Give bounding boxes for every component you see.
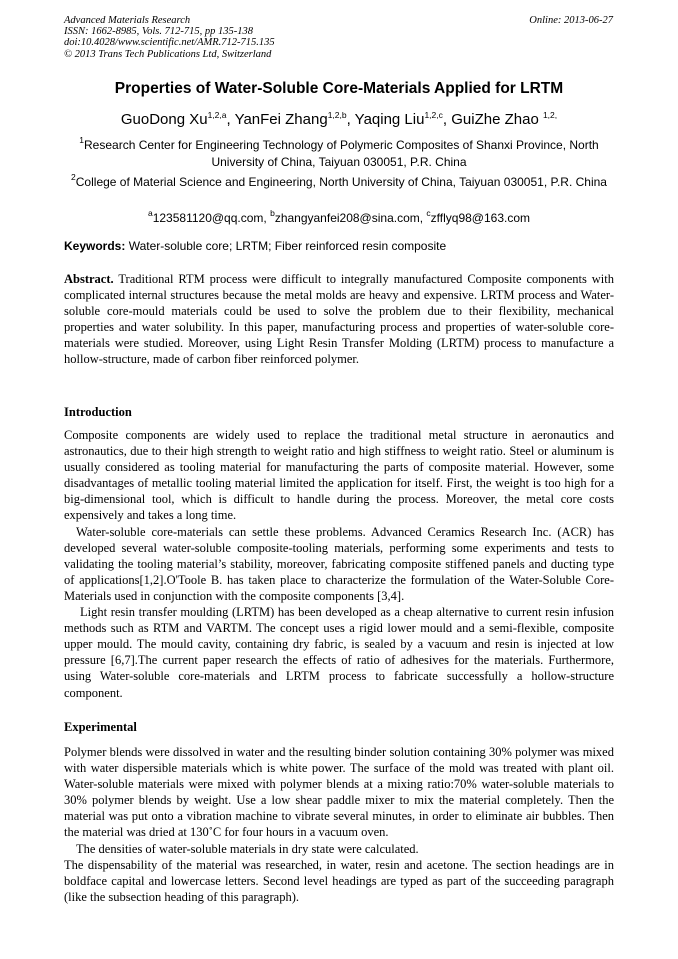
- keywords-text: Water-soluble core; LRTM; Fiber reinforced resin composite: [125, 239, 447, 253]
- publication-header: [64, 15, 275, 60]
- paragraph: Polymer blends were dissolved in water and the resulting binder solution containing 30% polymer was mixed with water dispersible materials which is white power. The surface of the mold was treated with plant oil. Water-soluble materials were mixed with polymer blends at a mixing ratio:70% water-soluble materials to 30% polymer blends by weight. Use a low shear paddle mixer to mix the material completely. Then the material was put onto a vibration machine to vibrate several minutes, in order to eliminate air bubbles. Then the material was dried at 130˚C for four hours in a vacuum oven.: [64, 745, 614, 840]
- author: YanFei Zhang$^{1,2,b}$,: [234, 110, 355, 128]
- author: GuiZhe Zhao $^{1,2,}$: [451, 110, 558, 128]
- online-date: Online: 2013-06-27: [529, 15, 613, 26]
- introduction-body: [64, 427, 614, 701]
- copyright-line: © 2013 Trans Tech Publications Ltd, Switzerland: [64, 48, 272, 60]
- abstract: [64, 271, 614, 368]
- abstract-label: Abstract.: [64, 272, 114, 286]
- abstract-text: Traditional RTM process were difficult to integrally manufactured Composite components with complicated internal structures because the metal molds are heavy and expensive. LRTM process and Water-soluble core-mould materials could be used to solve the problem due to their flexibility, mechanical properties and water solubility. In this paper, manufacturing process and properties of water-soluble core-materials were studied. Moreover, using Light Resin Transfer Molding (LRTM) process to manufacture a hollow-structure, made of carbon fiber reinforced polymer.: [64, 272, 614, 367]
- paragraph: The densities of water-soluble materials in dry state were calculated.: [76, 841, 419, 856]
- experimental-body: [64, 744, 614, 905]
- introduction-heading: Introduction: [64, 405, 132, 419]
- experimental-heading: Experimental: [64, 720, 137, 734]
- paragraph: Water-soluble core-materials can settle these problems. Advanced Ceramics Research Inc. (ACR) has developed several water-soluble composite-tooling materials, performing some experiments and tests to validating the tooling material’s stability, moreover, fabricating composite stiffened panels and ducting type of applications[1,2].O'Toole B. has taken place to characterize the formulation of the Water-Soluble Core-Materials used in conjunction with the composite components [3,4].: [64, 524, 614, 603]
- author-list: [40, 111, 638, 128]
- doi-line: doi:10.4028/www.scientific.net/AMR.712-715.135: [64, 37, 275, 49]
- author: GuoDong Xu$^{1,2,a}$,: [120, 110, 235, 128]
- paragraph: The dispensability of the material was researched, in water, resin and acetone. The section headings are in boldface capital and lowercase letters. Second level headings are typed as part of the succeeding paragraph (like the subsection heading of this paragraph).: [64, 857, 614, 904]
- journal-name: Advanced Materials Research: [64, 15, 191, 26]
- author-emails: $^a$123581120@qq.com, $^b$zhangyanfei208@sina.com, $^c$zfflyq98@163.com: [147, 208, 531, 225]
- paragraph: Light resin transfer moulding (LRTM) has been developed as a cheap alternative to current resin infusion methods such as RTM and VARTM. The concept uses a rigid lower mould and a semi-flexible, composite upper mould. The mould cavity, containing dry fabric, is sealed by a vacuum and resin is injected at low pressure [6,7].The current paper research the effects of ratio of adhesives for the materials. Furthermore, using Water-soluble core-materials and LRTM process to fabricate successfully a hollow-structure component.: [64, 605, 614, 700]
- affiliation-2: $^2$College of Material Science and Engineering, North University of China, Taiyuan 030051, P.R. China: [71, 172, 607, 189]
- paragraph: Composite components are widely used to replace the traditional metal structure in aeronautics and astronautics, due to their high strength to weight ratio and high stiffness to weight ratio. Steel or aluminum is usually considered as tooling material for manufacturing the parts of composite material. However, some disadvantages of metallic tooling material limited the application for itself. First, the weight is too high for a big-dimensional tool, which is difficult to handle during the process. Moreover, the metal core costs expensively and takes a long time.: [64, 428, 614, 523]
- paper-title: Properties of Water-Soluble Core-Materials Applied for LRTM: [114, 80, 564, 97]
- keywords: [64, 239, 616, 253]
- keywords-label: Keywords:: [64, 239, 126, 253]
- issn-line: ISSN: 1662-8985, Vols. 712-715, pp 135-138: [64, 26, 253, 38]
- author: Yaqing Liu$^{1,2,c}$,: [354, 110, 452, 128]
- affiliation-1: $^1$Research Center for Engineering Technology of Polymeric Composites of Shanxi Province, North University of China, Taiyuan 030051, P.R. China: [79, 135, 599, 169]
